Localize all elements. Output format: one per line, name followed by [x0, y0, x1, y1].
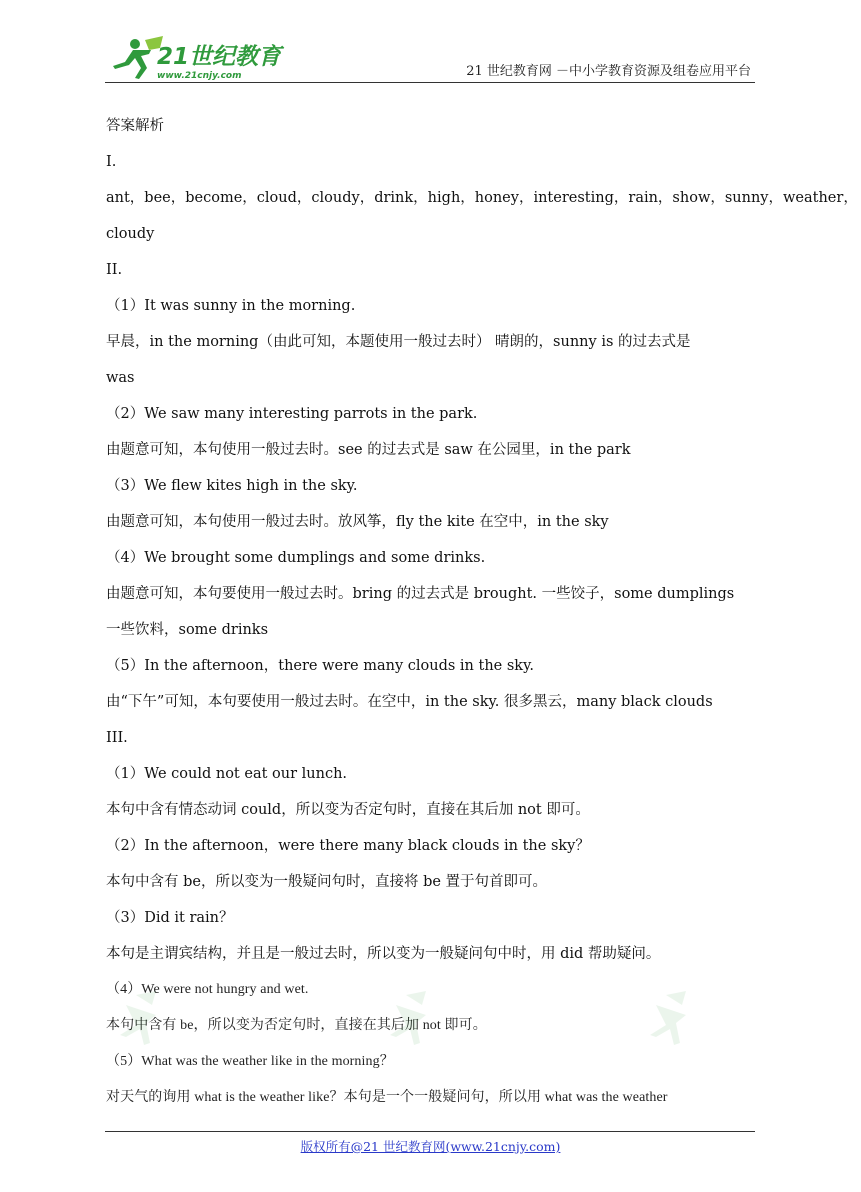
answer-line: （3）We flew kites high in the sky.: [106, 478, 358, 494]
word-list: ant，bee，become，cloud，cloudy，drink，high，honey，interesting，rain，show，sunny，weather，: [106, 190, 858, 206]
answer-line: （5）In the afternoon，there were many clouds in the sky.: [106, 658, 534, 674]
answer-line: （1）We could not eat our lunch.: [106, 766, 348, 782]
answer-line: （4）We brought some dumplings and some drinks.: [106, 550, 486, 566]
explanation-line: 本句中含有 be，所以变为一般疑问句时，直接将 be 置于句首即可。: [106, 874, 548, 890]
section-heading-i: I.: [106, 154, 117, 170]
footer-divider: [105, 1131, 755, 1132]
answer-line: （3）Did it rain？: [106, 910, 234, 926]
explanation-line: 由题意可知，本句使用一般过去时。放风筝，fly the kite 在空中，in the sky: [106, 514, 609, 530]
section-heading-iii: III.: [106, 730, 128, 746]
copyright-link[interactable]: 版权所有@21 世纪教育网(www.21cnjy.com): [300, 1139, 561, 1154]
logo-url: www.21cnjy.com: [157, 71, 242, 81]
logo-text: 21世纪教育: [157, 44, 282, 70]
scanned-explanation-line: 对天气的询用 what is the weather like？本句是一个一般疑问句，所以用 what was the weather: [106, 1090, 668, 1105]
explanation-line: 一些饮料，some drinks: [106, 622, 269, 638]
header-tagline: 21 世纪教育网 －中小学教育资源及组卷应用平台: [466, 64, 751, 79]
page-header: [105, 30, 755, 83]
explanation-line: 由“下午”可知，本句要使用一般过去时。在空中，in the sky. 很多黑云，many black clouds: [106, 694, 713, 710]
runner-icon: [113, 36, 163, 79]
explanation-line: 本句中含有情态动词 could，所以变为否定句时，直接在其后加 not 即可。: [106, 802, 590, 818]
explanation-line: 本句是主谓宾结构，并且是一般过去时，所以变为一般疑问句中时，用 did 帮助疑问。: [106, 946, 661, 962]
answer-line: （2）In the afternoon，were there many black clouds in the sky？: [106, 838, 590, 854]
word-list-cont: cloudy: [106, 226, 155, 242]
logo-21cnjy: [105, 34, 285, 82]
page-footer: [0, 1137, 861, 1155]
answer-line: （1）It was sunny in the morning.: [106, 298, 356, 314]
scanned-answer-line: （5）What was the weather like in the morning？: [106, 1054, 394, 1069]
answer-line: （2）We saw many interesting parrots in the park.: [106, 406, 478, 422]
section-title: 答案解析: [106, 118, 164, 134]
scanned-explanation-line: 本句中含有 be，所以变为否定句时，直接在其后加 not 即可。: [106, 1018, 487, 1033]
answer-content: [106, 108, 858, 1116]
explanation-line: 早晨，in the morning（由此可知，本题使用一般过去时） 晴朗的，sunny is 的过去式是: [106, 334, 691, 350]
section-heading-ii: II.: [106, 262, 123, 278]
explanation-line: was: [106, 370, 135, 386]
scanned-answer-line: （4）We were not hungry and wet.: [106, 982, 309, 997]
explanation-line: 由题意可知，本句使用一般过去时。see 的过去式是 saw 在公园里，in the park: [106, 442, 631, 458]
explanation-line: 由题意可知，本句要使用一般过去时。bring 的过去式是 brought. 一些饺子，some dumplings: [106, 586, 735, 602]
